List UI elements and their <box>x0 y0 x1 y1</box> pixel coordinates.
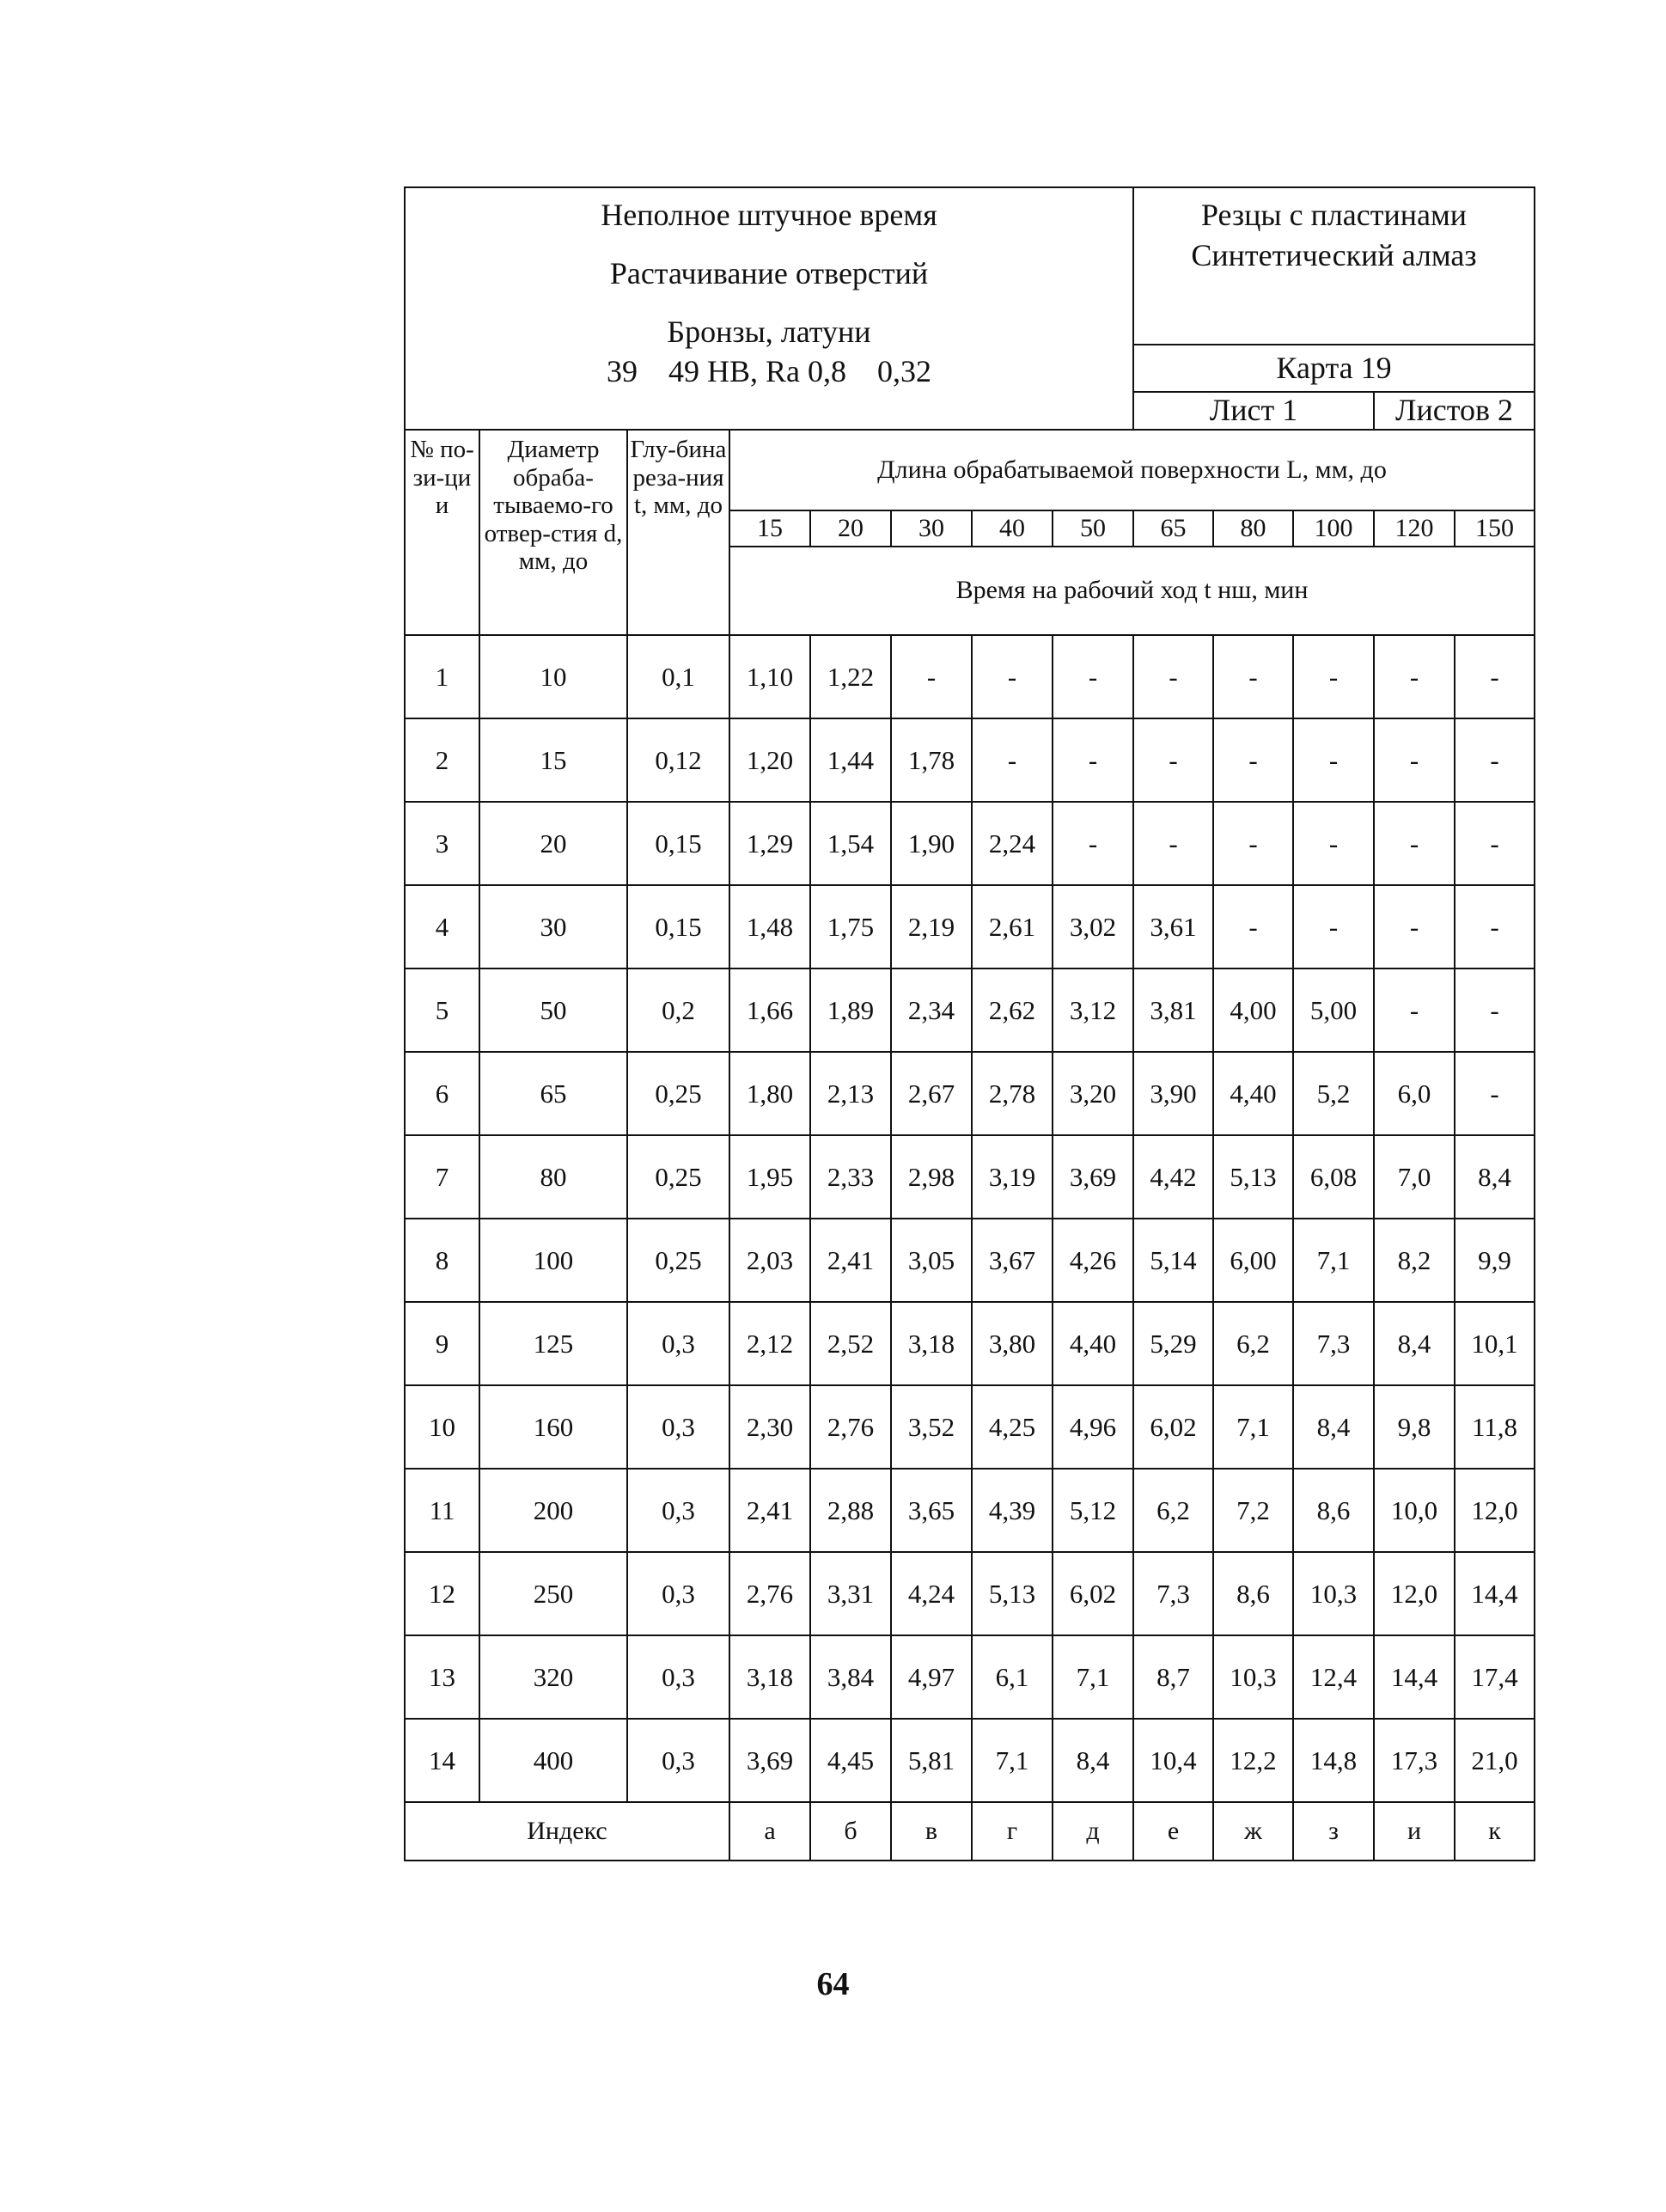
time-cell: - <box>972 718 1053 802</box>
index-letter: к <box>1455 1802 1535 1861</box>
time-cell: 8,6 <box>1293 1469 1374 1552</box>
time-cell: 6,02 <box>1053 1552 1133 1635</box>
time-cell: 21,0 <box>1455 1719 1535 1802</box>
length-value: 50 <box>1053 510 1133 547</box>
time-cell: 14,4 <box>1455 1552 1535 1635</box>
time-cell: 2,30 <box>729 1385 810 1469</box>
time-cell: 3,84 <box>810 1635 891 1719</box>
diameter-cell: 125 <box>479 1302 627 1385</box>
index-letter: в <box>891 1802 972 1861</box>
position-cell: 2 <box>405 718 479 802</box>
diameter-column-header: Диаметр обраба-тываемо-го отвер-стия d, мм, до <box>479 430 627 635</box>
time-cell: 10,0 <box>1374 1469 1455 1552</box>
time-cell: 2,52 <box>810 1302 891 1385</box>
time-cell: 8,4 <box>1053 1719 1133 1802</box>
time-cell: 9,8 <box>1374 1385 1455 1469</box>
diameter-cell: 80 <box>479 1135 627 1219</box>
time-cell: - <box>1455 802 1535 885</box>
length-value: 15 <box>729 510 810 547</box>
time-cell: 1,95 <box>729 1135 810 1219</box>
depth-cell: 0,3 <box>627 1719 729 1802</box>
position-cell: 4 <box>405 885 479 969</box>
index-letter: д <box>1053 1802 1133 1861</box>
time-cell: 5,81 <box>891 1719 972 1802</box>
diameter-cell: 10 <box>479 635 627 718</box>
time-cell: - <box>1213 802 1293 885</box>
table-row <box>405 1219 1535 1302</box>
table-row <box>405 718 1535 802</box>
tool-line1: Резцы с пластинами <box>1200 198 1468 232</box>
table-row <box>405 1385 1535 1469</box>
time-cell: 2,67 <box>891 1052 972 1135</box>
position-cell: 8 <box>405 1219 479 1302</box>
table-row <box>405 802 1535 885</box>
depth-cell: 0,25 <box>627 1052 729 1135</box>
position-column-header: № по-зи-ци и <box>405 430 479 635</box>
time-cell: 2,78 <box>972 1052 1053 1135</box>
time-cell: 3,65 <box>891 1469 972 1552</box>
time-cell: 1,89 <box>810 969 891 1052</box>
time-cell: 8,4 <box>1293 1385 1374 1469</box>
time-cell: 3,52 <box>891 1385 972 1469</box>
time-cell: 1,75 <box>810 885 891 969</box>
index-letter: г <box>972 1802 1053 1861</box>
time-cell: - <box>1455 969 1535 1052</box>
time-cell: 7,1 <box>972 1719 1053 1802</box>
time-cell: 6,2 <box>1213 1302 1293 1385</box>
diameter-cell: 20 <box>479 802 627 885</box>
time-cell: 3,80 <box>972 1302 1053 1385</box>
position-cell: 14 <box>405 1719 479 1802</box>
time-cell: 2,03 <box>729 1219 810 1302</box>
length-value: 80 <box>1213 510 1293 547</box>
time-cell: 5,2 <box>1293 1052 1374 1135</box>
diameter-cell: 250 <box>479 1552 627 1635</box>
time-cell: - <box>1213 635 1293 718</box>
time-cell: 4,25 <box>972 1385 1053 1469</box>
position-cell: 9 <box>405 1302 479 1385</box>
depth-cell: 0,3 <box>627 1385 729 1469</box>
position-cell: 11 <box>405 1469 479 1552</box>
time-cell: 7,2 <box>1213 1469 1293 1552</box>
time-cell: 9,9 <box>1455 1219 1535 1302</box>
sheet-number: Лист 1 <box>1133 392 1374 430</box>
diameter-cell: 50 <box>479 969 627 1052</box>
time-cell: - <box>1213 718 1293 802</box>
depth-cell: 0,3 <box>627 1302 729 1385</box>
time-cell: 5,13 <box>1213 1135 1293 1219</box>
time-cell: 3,31 <box>810 1552 891 1635</box>
index-letter: и <box>1374 1802 1455 1861</box>
index-letter: а <box>729 1802 810 1861</box>
time-cell: 2,24 <box>972 802 1053 885</box>
table-row <box>405 885 1535 969</box>
time-cell: - <box>1455 885 1535 969</box>
time-cell: 1,90 <box>891 802 972 885</box>
time-cell: 3,05 <box>891 1219 972 1302</box>
index-letter: ж <box>1213 1802 1293 1861</box>
time-cell: 11,8 <box>1455 1385 1535 1469</box>
time-cell: 4,42 <box>1133 1135 1213 1219</box>
time-cell: 6,0 <box>1374 1052 1455 1135</box>
depth-cell: 0,3 <box>627 1469 729 1552</box>
time-cell: 2,33 <box>810 1135 891 1219</box>
time-cell: 4,40 <box>1053 1302 1133 1385</box>
index-letter: б <box>810 1802 891 1861</box>
diameter-cell: 160 <box>479 1385 627 1469</box>
time-cell: 3,61 <box>1133 885 1213 969</box>
time-cell: 4,96 <box>1053 1385 1133 1469</box>
time-cell: 10,3 <box>1213 1635 1293 1719</box>
time-cell: 2,76 <box>810 1385 891 1469</box>
time-cell: 5,12 <box>1053 1469 1133 1552</box>
time-cell: 3,20 <box>1053 1052 1133 1135</box>
time-cell: 3,69 <box>1053 1135 1133 1219</box>
time-cell: 3,81 <box>1133 969 1213 1052</box>
time-cell: 2,88 <box>810 1469 891 1552</box>
time-cell: - <box>1374 635 1455 718</box>
header-bottom-spacer <box>405 392 1133 430</box>
time-cell: - <box>1455 718 1535 802</box>
time-cell: - <box>1374 885 1455 969</box>
table-row <box>405 635 1535 718</box>
tool-line2: Синтетический алмаз <box>1191 237 1477 272</box>
time-cell: 2,41 <box>810 1219 891 1302</box>
time-cell: 7,3 <box>1133 1552 1213 1635</box>
position-cell: 1 <box>405 635 479 718</box>
depth-cell: 0,3 <box>627 1552 729 1635</box>
time-cell: 8,4 <box>1374 1302 1455 1385</box>
time-cell: 6,1 <box>972 1635 1053 1719</box>
time-cell: 14,4 <box>1374 1635 1455 1719</box>
position-cell: 7 <box>405 1135 479 1219</box>
depth-cell: 0,15 <box>627 802 729 885</box>
time-cell: 1,66 <box>729 969 810 1052</box>
time-cell: 5,13 <box>972 1552 1053 1635</box>
time-cell: 1,44 <box>810 718 891 802</box>
time-cell: 8,7 <box>1133 1635 1213 1719</box>
time-cell: 3,02 <box>1053 885 1133 969</box>
time-cell: 4,26 <box>1053 1219 1133 1302</box>
time-cell: 1,54 <box>810 802 891 885</box>
time-cell: 17,3 <box>1374 1719 1455 1802</box>
time-cell: - <box>1293 718 1374 802</box>
time-cell: 7,1 <box>1293 1219 1374 1302</box>
time-header: Время на рабочий ход t нш, мин <box>729 547 1535 635</box>
length-value: 100 <box>1293 510 1374 547</box>
sheets-total: Листов 2 <box>1374 392 1535 430</box>
time-cell: - <box>1133 718 1213 802</box>
time-cell: 3,69 <box>729 1719 810 1802</box>
time-cell: 17,4 <box>1455 1635 1535 1719</box>
time-cell: 1,80 <box>729 1052 810 1135</box>
time-cell: - <box>1374 718 1455 802</box>
length-value: 40 <box>972 510 1053 547</box>
time-cell: 12,4 <box>1293 1635 1374 1719</box>
length-value: 120 <box>1374 510 1455 547</box>
time-cell: 10,3 <box>1293 1552 1374 1635</box>
depth-cell: 0,12 <box>627 718 729 802</box>
depth-cell: 0,3 <box>627 1635 729 1719</box>
length-value: 65 <box>1133 510 1213 547</box>
time-cell: 6,08 <box>1293 1135 1374 1219</box>
time-cell: 1,29 <box>729 802 810 885</box>
time-cell: 2,76 <box>729 1552 810 1635</box>
time-cell: 8,6 <box>1213 1552 1293 1635</box>
time-cell: 5,29 <box>1133 1302 1213 1385</box>
time-cell: - <box>1133 802 1213 885</box>
index-label: Индекс <box>405 1802 729 1861</box>
time-cell: - <box>1053 718 1133 802</box>
time-cell: 1,78 <box>891 718 972 802</box>
table-row <box>405 1052 1535 1135</box>
time-cell: 6,02 <box>1133 1385 1213 1469</box>
diameter-cell: 400 <box>479 1719 627 1802</box>
position-cell: 12 <box>405 1552 479 1635</box>
time-cell: 8,2 <box>1374 1219 1455 1302</box>
position-cell: 5 <box>405 969 479 1052</box>
time-cell: 4,45 <box>810 1719 891 1802</box>
time-cell: 2,98 <box>891 1135 972 1219</box>
position-cell: 3 <box>405 802 479 885</box>
time-cell: 2,61 <box>972 885 1053 969</box>
time-cell: 1,22 <box>810 635 891 718</box>
time-cell: - <box>1053 635 1133 718</box>
diameter-cell: 100 <box>479 1219 627 1302</box>
tool-block <box>1133 187 1535 345</box>
time-cell: 12,0 <box>1374 1552 1455 1635</box>
table-row <box>405 1302 1535 1385</box>
time-cell: 7,1 <box>1053 1635 1133 1719</box>
time-cell: 2,34 <box>891 969 972 1052</box>
time-cell: 1,48 <box>729 885 810 969</box>
time-cell: 3,90 <box>1133 1052 1213 1135</box>
position-cell: 6 <box>405 1052 479 1135</box>
index-letter: е <box>1133 1802 1213 1861</box>
time-cell: - <box>1455 635 1535 718</box>
table-row <box>405 1552 1535 1635</box>
index-letter: з <box>1293 1802 1374 1861</box>
diameter-cell: 320 <box>479 1635 627 1719</box>
time-cell: 7,3 <box>1293 1302 1374 1385</box>
time-cell: 2,12 <box>729 1302 810 1385</box>
table-row <box>405 969 1535 1052</box>
card-number: Карта 19 <box>1133 345 1535 393</box>
time-cell: 10,1 <box>1455 1302 1535 1385</box>
time-cell: 8,4 <box>1455 1135 1535 1219</box>
time-cell: - <box>1053 802 1133 885</box>
time-cell: 10,4 <box>1133 1719 1213 1802</box>
time-cell: 4,24 <box>891 1552 972 1635</box>
length-value: 150 <box>1455 510 1535 547</box>
time-cell: - <box>1374 969 1455 1052</box>
table-row <box>405 1469 1535 1552</box>
time-cell: 2,62 <box>972 969 1053 1052</box>
time-cell: - <box>1293 885 1374 969</box>
time-cell: 7,1 <box>1213 1385 1293 1469</box>
time-cell: 12,0 <box>1455 1469 1535 1552</box>
time-cell: 3,12 <box>1053 969 1133 1052</box>
time-cell: 14,8 <box>1293 1719 1374 1802</box>
time-cell: - <box>1293 802 1374 885</box>
time-cell: - <box>891 635 972 718</box>
diameter-cell: 200 <box>479 1469 627 1552</box>
diameter-cell: 15 <box>479 718 627 802</box>
time-cell: 4,39 <box>972 1469 1053 1552</box>
time-cell: 4,97 <box>891 1635 972 1719</box>
time-cell: - <box>1213 885 1293 969</box>
time-cell: - <box>1133 635 1213 718</box>
time-cell: 5,14 <box>1133 1219 1213 1302</box>
header-title-block <box>405 187 1133 392</box>
time-cell: 2,41 <box>729 1469 810 1552</box>
time-cell: 6,2 <box>1133 1469 1213 1552</box>
time-cell: 3,19 <box>972 1135 1053 1219</box>
time-cell: 7,0 <box>1374 1135 1455 1219</box>
table-row <box>405 1719 1535 1802</box>
header-material: Бронзы, латуни <box>667 314 871 349</box>
depth-cell: 0,2 <box>627 969 729 1052</box>
header-title-line2: Растачивание отверстий <box>609 255 929 290</box>
time-cell: 4,40 <box>1213 1052 1293 1135</box>
page-number: 64 <box>816 1966 850 2002</box>
diameter-cell: 30 <box>479 885 627 969</box>
table-row <box>405 1135 1535 1219</box>
depth-cell: 0,1 <box>627 635 729 718</box>
header-title-line1: Неполное штучное время <box>601 198 937 232</box>
table-row <box>405 1635 1535 1719</box>
time-cell: 2,13 <box>810 1052 891 1135</box>
time-cell: 3,18 <box>729 1635 810 1719</box>
depth-cell: 0,25 <box>627 1219 729 1302</box>
time-cell: 4,00 <box>1213 969 1293 1052</box>
time-cell: 2,19 <box>891 885 972 969</box>
position-cell: 10 <box>405 1385 479 1469</box>
time-cell: 3,67 <box>972 1219 1053 1302</box>
time-cell: 3,18 <box>891 1302 972 1385</box>
time-cell: - <box>972 635 1053 718</box>
length-value: 20 <box>810 510 891 547</box>
time-cell: 6,00 <box>1213 1219 1293 1302</box>
time-cell: - <box>1374 802 1455 885</box>
time-cell: 1,10 <box>729 635 810 718</box>
position-cell: 13 <box>405 1635 479 1719</box>
length-value: 30 <box>891 510 972 547</box>
length-header: Длина обрабатываемой поверхности L, мм, до <box>729 430 1535 510</box>
depth-column-header: Глу-бина реза-ния t, мм, до <box>627 430 729 635</box>
depth-cell: 0,25 <box>627 1135 729 1219</box>
time-cell: 5,00 <box>1293 969 1374 1052</box>
time-cell: - <box>1293 635 1374 718</box>
time-cell: - <box>1455 1052 1535 1135</box>
time-norms-table <box>404 186 1535 1861</box>
depth-cell: 0,15 <box>627 885 729 969</box>
time-cell: 12,2 <box>1213 1719 1293 1802</box>
header-hardness: 39 49 НВ, Ra 0,8 0,32 <box>607 354 931 389</box>
time-cell: 1,20 <box>729 718 810 802</box>
diameter-cell: 65 <box>479 1052 627 1135</box>
